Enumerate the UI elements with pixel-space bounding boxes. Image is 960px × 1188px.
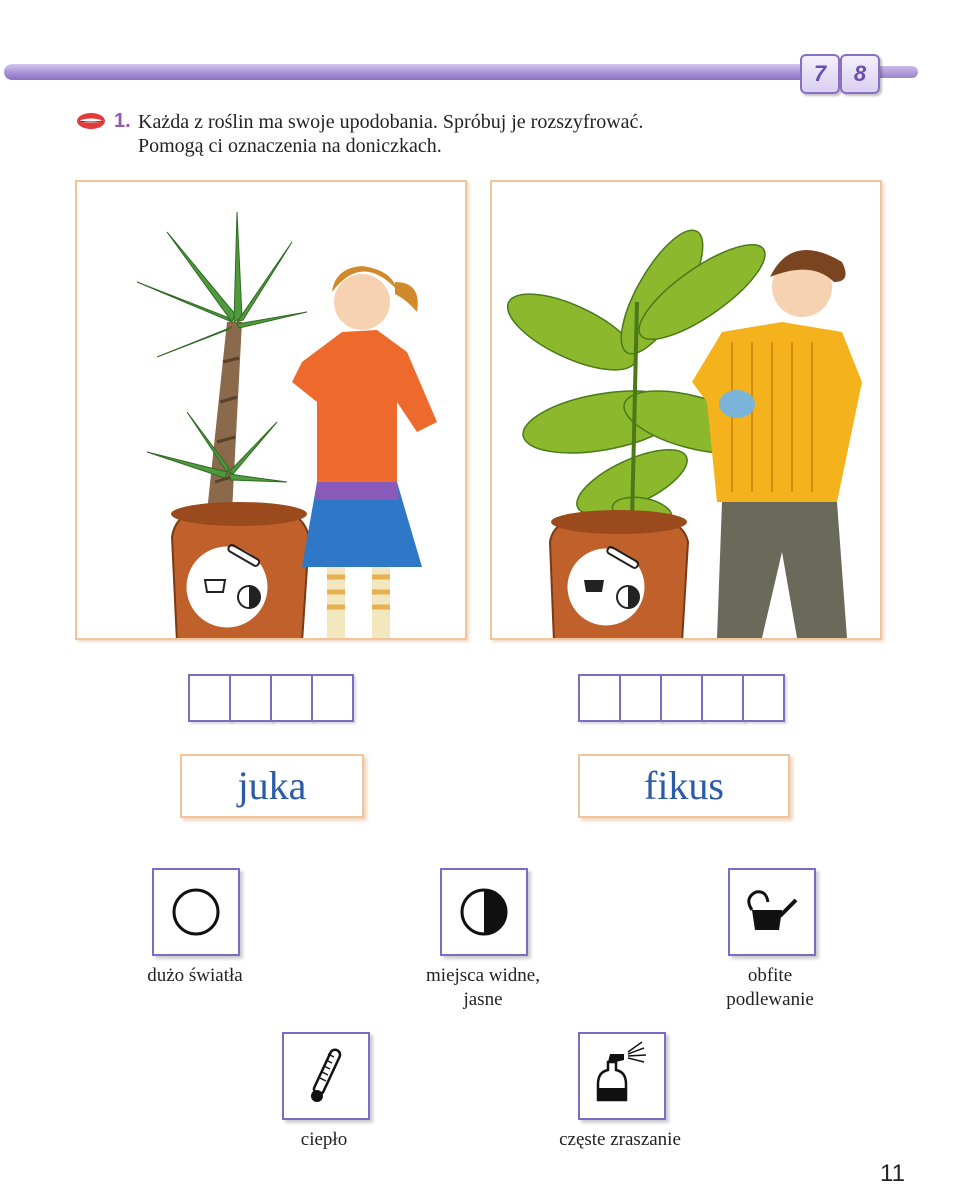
letter-cell[interactable] [701,674,744,722]
caption-bright-places-1: miejsca widne, [426,965,540,986]
letter-cell[interactable] [578,674,621,722]
exercise-number: 1. [114,110,131,132]
caption-bright-places-2: jasne [463,989,503,1010]
instruction-line-1: Każda z roślin ma swoje upodobania. Spróbuj je rozszyfrować. [138,111,644,133]
lips-icon [76,110,106,132]
letter-cell[interactable] [188,674,231,722]
instruction-line-2: Pomogą ci oznaczenia na doniczkach. [138,135,442,157]
spray-bottle-icon [578,1032,666,1120]
letter-cell[interactable] [742,674,785,722]
letter-grid-juka[interactable] [188,674,352,720]
header-bar [4,64,864,80]
plant-name-juka: juka [180,754,364,818]
illustration-ficus [490,180,882,640]
letter-grid-fikus[interactable] [578,674,783,720]
caption-spraying: częste zraszanie [559,1129,681,1150]
letter-cell[interactable] [229,674,272,722]
thermometer-icon [282,1032,370,1120]
watering-can-icon [728,868,816,956]
page-number: 11 [880,1160,905,1187]
caption-warmth: ciepło [300,1129,348,1150]
sun-circle-icon [152,868,240,956]
letter-cell[interactable] [311,674,354,722]
level-badge-7: 7 [800,54,840,94]
caption-watering-2: podlewanie [726,989,814,1010]
caption-bright-light: dużo światła [147,965,243,986]
letter-cell[interactable] [270,674,313,722]
letter-cell[interactable] [660,674,703,722]
illustration-yucca [75,180,467,640]
level-badge-8: 8 [840,54,880,94]
letter-cell[interactable] [619,674,662,722]
caption-watering-1: obfite [747,965,793,986]
half-circle-icon [440,868,528,956]
plant-name-fikus: fikus [578,754,790,818]
